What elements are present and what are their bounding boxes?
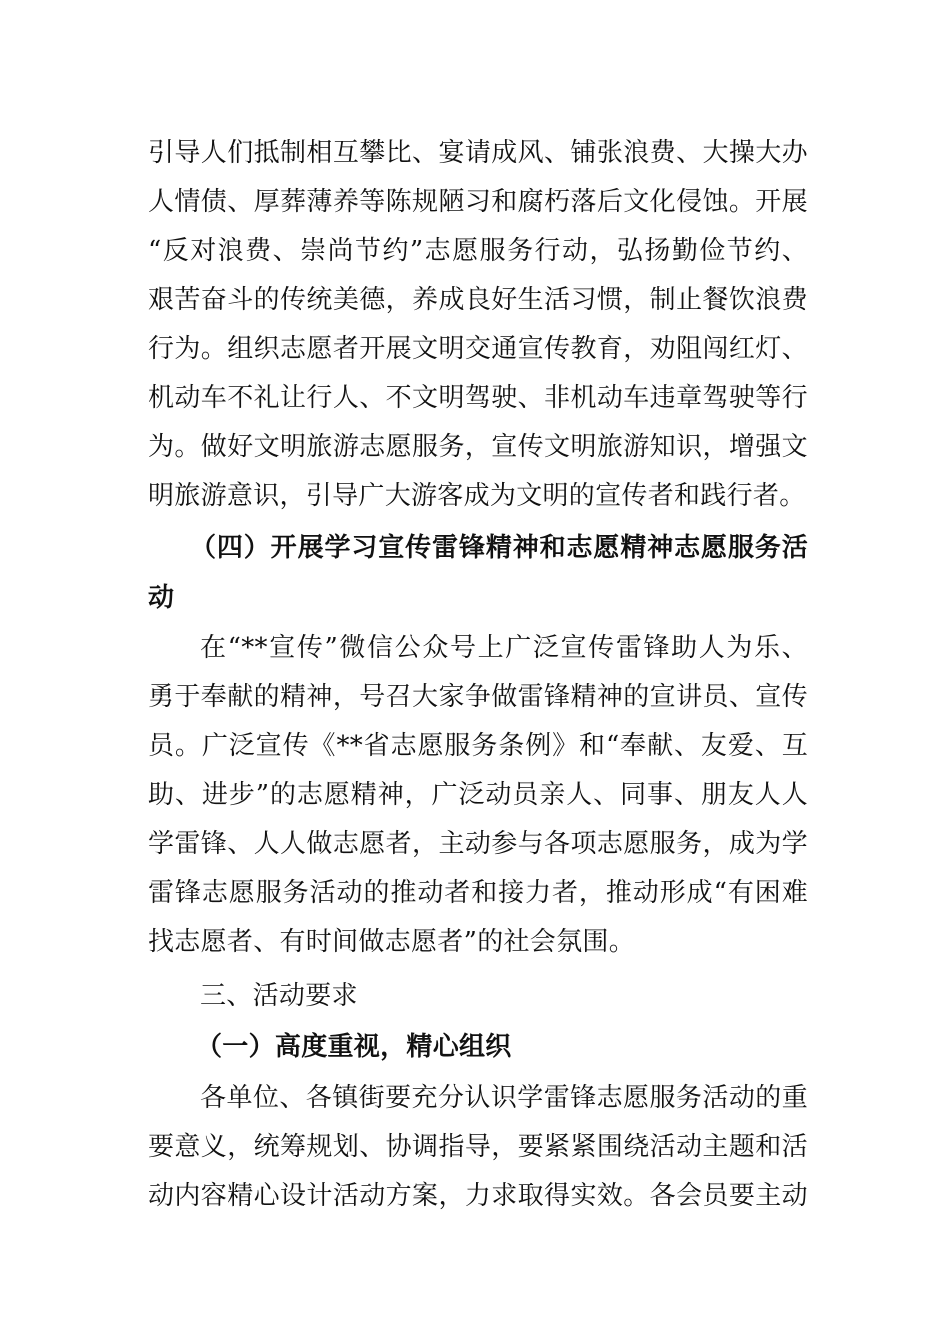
- paragraph-1-line: 机动车不礼让行人、不文明驾驶、非机动车违章驾驶等行: [148, 383, 808, 413]
- paragraph-2-line: 助、进步”的志愿精神，广泛动员亲人、同事、朋友人人: [148, 780, 808, 810]
- paragraph-1-line: 为。做好文明旅游志愿服务，宣传文明旅游知识，增强文: [148, 432, 808, 462]
- paragraph-1-line: 行为。组织志愿者开展文明交通宣传教育，劝阻闯红灯、: [148, 334, 808, 364]
- paragraph-3-line: 动内容精心设计活动方案，力求取得实效。各会员要主动: [148, 1181, 808, 1211]
- section-heading-continued: 动: [148, 583, 175, 613]
- paragraph-2-line: 在“**宣传”微信公众号上广泛宣传雷锋助人为乐、: [200, 633, 808, 663]
- paragraph-1-line: 人情债、厚葬薄养等陈规陋习和腐朽落后文化侵蚀。开展: [148, 187, 808, 217]
- paragraph-3-line: 要意义，统筹规划、协调指导，要紧紧围绕活动主题和活: [148, 1132, 808, 1162]
- section-title: 三、活动要求: [200, 981, 358, 1011]
- paragraph-2-line: 雷锋志愿服务活动的推动者和接力者，推动形成“有困难: [148, 878, 808, 908]
- subsection-heading: （一）高度重视，精心组织: [196, 1032, 512, 1062]
- paragraph-2-line: 学雷锋、人人做志愿者，主动参与各项志愿服务，成为学: [148, 829, 808, 859]
- paragraph-2-line: 员。广泛宣传《**省志愿服务条例》和“奉献、友爱、互: [148, 731, 808, 761]
- paragraph-3-line: 各单位、各镇街要充分认识学雷锋志愿服务活动的重: [200, 1083, 808, 1113]
- paragraph-1-line: 艰苦奋斗的传统美德，养成良好生活习惯，制止餐饮浪费: [148, 285, 808, 315]
- paragraph-1-line: 明旅游意识，引导广大游客成为文明的宣传者和践行者。: [148, 481, 806, 511]
- paragraph-2-line: 找志愿者、有时间做志愿者”的社会氛围。: [148, 927, 635, 957]
- paragraph-1-line: “反对浪费、崇尚节约”志愿服务行动，弘扬勤俭节约、: [148, 236, 808, 266]
- paragraph-2-line: 勇于奉献的精神，号召大家争做雷锋精神的宣讲员、宣传: [148, 682, 808, 712]
- section-heading: （四）开展学习宣传雷锋精神和志愿精神志愿服务活: [190, 533, 808, 563]
- paragraph-1-line: 引导人们抵制相互攀比、宴请成风、铺张浪费、大操大办: [148, 138, 808, 168]
